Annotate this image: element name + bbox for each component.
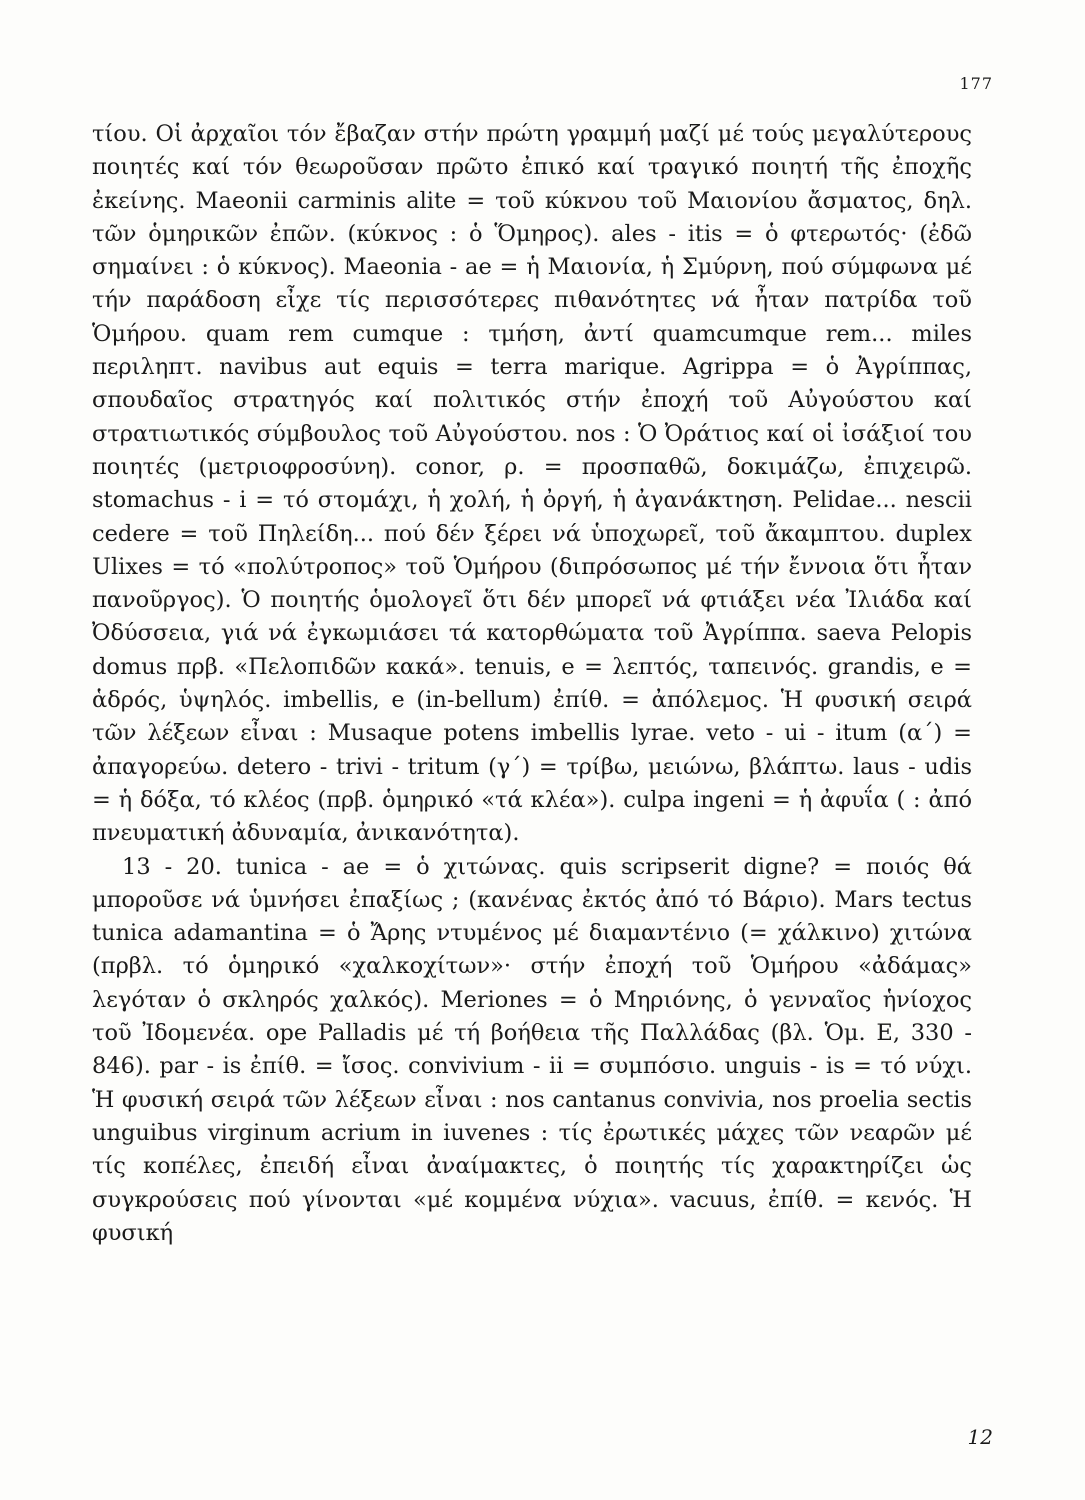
paragraph-2: 13 - 20. tunica - ae = ὁ χιτώνας. quis scripserit digne? = ποιός θά μποροῦσε νά ὑμνήσει ἐπαξίως ; (κανένας ἐκτός ἀπό τό Βάριο). Mars tectus tunica adamantina = ὁ Ἄρης ντυμένος μέ διαμαντένιο (= χάλκινο) χιτώνα (πρβλ. τό ὁμηρικό «χαλκοχίτων»· στήν ἐποχή τοῦ Ὁμήρου «ἀδάμας» λεγόταν ὁ σκληρός χαλκός). Meriones = ὁ Μηριόνης, ὁ γενναῖος ἡνίοχος τοῦ Ἰδομενέα. ope Palladis μέ τή βοήθεια τῆς Παλλάδας (βλ. Ὁμ. Ε, 330 - 846). par - is ἐπίθ. = ἴσος. convivium - ii = συμπόσιο. unguis - is = τό νύχι. Ἡ φυσική σειρά τῶν λέξεων εἶναι : nos cantanus convivia, nos proelia sectis unguibus virginum acrium in iuvenes : τίς ἐρωτικές μάχες τῶν νεαρῶν μέ τίς κοπέλες, ἐπειδή εἶναι ἀναίμακτες, ὁ ποιητής τίς χαρακτηρίζει ὡς συγκρούσεις πού γίνονται «μέ κομμένα νύχια». vacuus, ἐπίθ. = κενός. Ἡ φυσική: [92, 853, 972, 1246]
paragraph-1: τίου. Οἱ ἀρχαῖοι τόν ἔβαζαν στήν πρώτη γραμμή μαζί μέ τούς μεγαλύτερους ποιητές καί τόν θεωροῦσαν πρῶτο ἐπικό καί τραγικό ποιητή τῆς ἐποχῆς ἐκείνης. Maeonii carminis alite = τοῦ κύκνου τοῦ Μαιονίου ἄσματος, δηλ. τῶν ὁμηρικῶν ἐπῶν. (κύκνος : ὁ Ὅμηρος). ales - itis = ὁ φτερωτός· (ἐδῶ σημαίνει : ὁ κύκνος). Maeonia - ae = ἡ Μαιονία, ἡ Σμύρνη, πού σύμφωνα μέ τήν παράδοση εἶχε τίς περισσότερες πιθανότητες νά ἦταν πατρίδα τοῦ Ὁμήρου. quam rem cumque : τμήση, ἀντί quamcumque rem... miles περιληπτ. navibus aut equis = terra marique. Agrippa = ὁ Ἀγρίππας, σπουδαῖος στρατηγός καί πολιτικός στήν ἐποχή τοῦ Αὐγούστου καί στρατιωτικός σύμβουλος τοῦ Αὐγούστου. nos : Ὁ Ὀράτιος καί οἱ ἰσάξιοί του ποιητές (μετριοφροσύνη). conor, ρ. = προσπαθῶ, δοκιμάζω, ἐπιχειρῶ. stomachus - i = τό στομάχι, ἡ χολή, ἡ ὀργή, ἡ ἀγανάκτηση. Pelidae... nescii cedere = τοῦ Πηλείδη... πού δέν ξέρει νά ὑποχωρεῖ, τοῦ ἄκαμπτου. duplex Ulixes = τό «πολύτροπος» τοῦ Ὁμήρου (διπρόσωπος μέ τήν ἔννοια ὅτι ἦταν πανοῦργος). Ὁ ποιητής ὁμολογεῖ ὅτι δέν μπορεῖ νά φτιάξει νέα Ἰλιάδα καί Ὀδύσσεια, γιά νά ἐγκωμιάσει τά κατορθώματα τοῦ Ἀγρίππα. saeva Pelopis domus πρβ. «Πελοπιδῶν κακά». tenuis, e = λεπτός, ταπεινός. grandis, e = ἁδρός, ὑψηλός. imbellis, e (in-bellum) ἐπίθ. = ἀπόλεμος. Ἡ φυσική σειρά τῶν λέξεων εἶναι : Musaque potens imbellis lyrae. veto - ui - itum (α΄) = ἀπαγορεύω. detero - trivi - tritum (γ΄) = τρίβω, μειώνω, βλάπτω. laus - udis = ἡ δόξα, τό κλέος (πρβ. ὁμηρικό «τά κλέα»). culpa ingeni = ἡ ἀφυΐα ( : ἀπό πνευματική ἀδυναμία, ἀνικανότητα).: [92, 121, 972, 847]
commentary-text: [92, 118, 972, 1250]
signature-mark: 12: [967, 1425, 993, 1449]
page-number: 177: [959, 74, 993, 93]
